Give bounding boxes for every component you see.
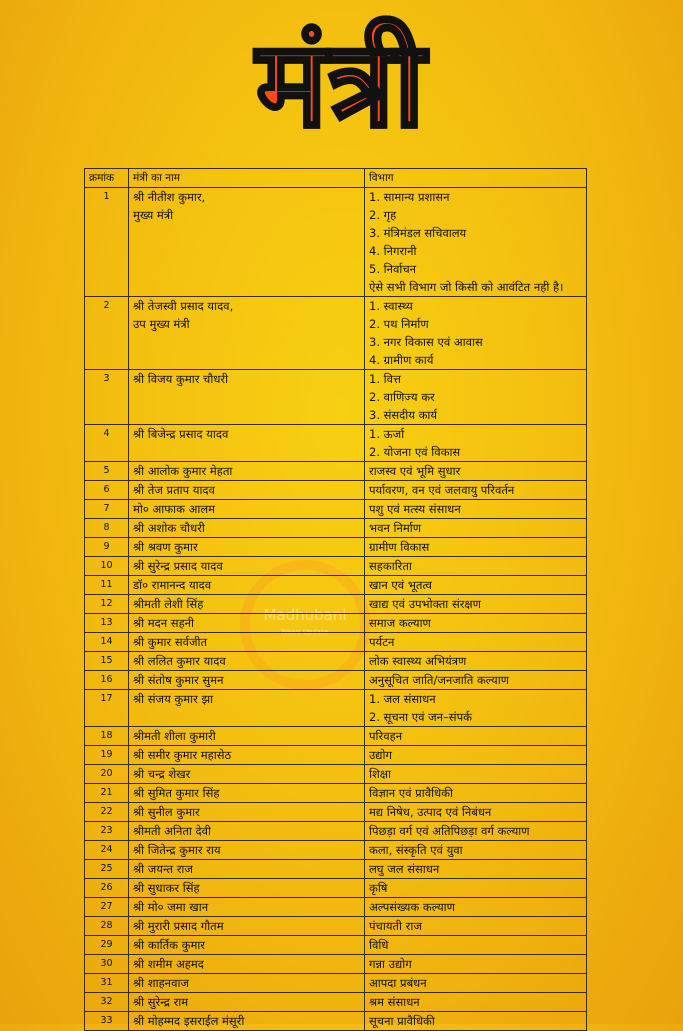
serial-number: 16 [85, 671, 129, 690]
department-item: श्रम संसाधन [369, 995, 420, 1009]
serial-number: 18 [85, 727, 129, 746]
department-cell [365, 633, 587, 652]
minister-name: श्री मो० जमा खान [133, 900, 209, 914]
minister-name-cell [129, 936, 365, 955]
serial-number: 6 [85, 481, 129, 500]
table-row [85, 879, 587, 898]
table-row [85, 576, 587, 595]
minister-name-cell [129, 595, 365, 614]
table-row [85, 898, 587, 917]
minister-name: श्री कार्तिक कुमार [133, 938, 205, 952]
minister-name-cell [129, 519, 365, 538]
serial-number: 25 [85, 860, 129, 879]
minister-name-cell [129, 633, 365, 652]
minister-name-cell [129, 690, 365, 727]
table-row [85, 1012, 587, 1031]
department-item: 5. निर्वाचन [369, 262, 417, 276]
minister-name-cell [129, 765, 365, 784]
page-title: मंत्री [256, 15, 427, 153]
minister-name-cell [129, 860, 365, 879]
minister-name: श्री जितेन्द्र कुमार राय [133, 843, 221, 857]
serial-number: 22 [85, 803, 129, 822]
minister-name-cell [129, 917, 365, 936]
table-row [85, 538, 587, 557]
table-row [85, 727, 587, 746]
table-row [85, 595, 587, 614]
ministers-table [84, 168, 587, 1031]
department-item: लोक स्वास्थ्य अभियंत्रण [369, 654, 467, 668]
department-cell [365, 652, 587, 671]
department-item: ऐसे सभी विभाग जो किसी को आवंटित नही है। [369, 280, 564, 294]
department-item: 1. जल संसाधन [369, 692, 436, 706]
minister-name: श्री सुनील कुमार [133, 805, 200, 819]
department-item: 1. वित्त [369, 372, 401, 386]
department-item: खान एवं भूतत्व [369, 578, 432, 592]
serial-number: 9 [85, 538, 129, 557]
minister-name: श्रीमती शीला कुमारी [133, 729, 216, 743]
minister-name-cell [129, 784, 365, 803]
table-row [85, 297, 587, 370]
department-cell [365, 519, 587, 538]
department-cell [365, 1012, 587, 1031]
department-item: लघु जल संसाधन [369, 862, 440, 876]
minister-name-cell [129, 297, 365, 370]
minister-name-cell [129, 500, 365, 519]
minister-name: श्री आलोक कुमार मेहता [133, 464, 233, 478]
minister-name: श्री संजय कुमार झा [133, 692, 214, 706]
department-item: अनुसूचित जाति/जनजाति कल्याण [369, 673, 510, 687]
department-cell [365, 860, 587, 879]
department-item: उद्योग [369, 748, 392, 762]
minister-name-cell [129, 481, 365, 500]
table-row [85, 462, 587, 481]
minister-name: श्री सुमित कुमार सिंह [133, 786, 220, 800]
serial-number: 10 [85, 557, 129, 576]
minister-name: श्री तेज प्रताप यादव [133, 483, 215, 497]
minister-name: उप मुख्य मंत्री [133, 317, 190, 331]
serial-number: 4 [85, 425, 129, 462]
table-row [85, 860, 587, 879]
minister-name-cell [129, 993, 365, 1012]
department-cell [365, 955, 587, 974]
department-item: 2. वाणिज्य कर [369, 390, 435, 404]
department-item: राजस्व एवं भूमि सुधार [369, 464, 461, 478]
table-row [85, 188, 587, 297]
minister-name-cell [129, 425, 365, 462]
department-cell [365, 784, 587, 803]
table-row [85, 765, 587, 784]
department-cell [365, 917, 587, 936]
minister-name: श्री विजय कुमार चौधरी [133, 372, 229, 386]
department-cell [365, 671, 587, 690]
minister-name: श्री श्रवण कुमार [133, 540, 198, 554]
department-item: 2. पथ निर्माण [369, 317, 429, 331]
serial-number: 17 [85, 690, 129, 727]
serial-number: 31 [85, 974, 129, 993]
department-item: गन्ना उद्योग [369, 957, 412, 971]
department-item: विज्ञान एवं प्रावैधिकी [369, 786, 453, 800]
serial-number: 32 [85, 993, 129, 1012]
minister-name: श्री समीर कुमार महासेठ [133, 748, 232, 762]
minister-name: श्री सुरेन्द्र राम [133, 995, 189, 1009]
table-row [85, 671, 587, 690]
table-row [85, 519, 587, 538]
header-serial: क्रमांक [85, 169, 129, 188]
department-item: कृषि [369, 881, 388, 895]
minister-name: श्री चन्द्र शेखर [133, 767, 191, 781]
department-item: परिवहन [369, 729, 403, 743]
department-cell [365, 765, 587, 784]
table-header-row [85, 169, 587, 188]
department-cell [365, 974, 587, 993]
minister-name-cell [129, 614, 365, 633]
table-row [85, 993, 587, 1012]
table-row [85, 690, 587, 727]
department-item: भवन निर्माण [369, 521, 422, 535]
minister-name-cell [129, 538, 365, 557]
department-cell [365, 425, 587, 462]
department-item: 2. गृह [369, 208, 397, 222]
department-item: पर्यटन [369, 635, 395, 649]
department-item: मद्य निषेध, उत्पाद एवं निबंधन [369, 805, 492, 819]
minister-name-cell [129, 1012, 365, 1031]
table-row [85, 652, 587, 671]
minister-name: डॉ० रामानन्द यादव [133, 578, 212, 592]
table-row [85, 481, 587, 500]
minister-name-cell [129, 671, 365, 690]
minister-name-cell [129, 803, 365, 822]
table-row [85, 822, 587, 841]
serial-number: 20 [85, 765, 129, 784]
serial-number: 30 [85, 955, 129, 974]
table-row [85, 746, 587, 765]
serial-number: 21 [85, 784, 129, 803]
department-cell [365, 727, 587, 746]
serial-number: 15 [85, 652, 129, 671]
department-cell [365, 841, 587, 860]
minister-name: श्री तेजस्वी प्रसाद यादव, [133, 299, 234, 313]
header-department: विभाग [365, 169, 587, 188]
department-item: अल्पसंख्यक कल्याण [369, 900, 455, 914]
department-cell [365, 188, 587, 297]
header-minister-name: मंत्री का नाम [129, 169, 365, 188]
minister-name-cell [129, 898, 365, 917]
department-item: 3. नगर विकास एवं आवास [369, 335, 483, 349]
minister-name: श्री मुरारी प्रसाद गौतम [133, 919, 224, 933]
ministers-table-body [85, 188, 587, 1031]
department-cell [365, 576, 587, 595]
minister-name-cell [129, 652, 365, 671]
minister-name: मुख्य मंत्री [133, 208, 174, 222]
department-cell [365, 297, 587, 370]
table-row [85, 784, 587, 803]
table-row [85, 974, 587, 993]
department-cell [365, 936, 587, 955]
serial-number: 28 [85, 917, 129, 936]
department-item: विधि [369, 938, 389, 952]
department-item: 1. सामान्य प्रशासन [369, 190, 450, 204]
minister-name-cell [129, 576, 365, 595]
table-row [85, 841, 587, 860]
serial-number: 7 [85, 500, 129, 519]
serial-number: 27 [85, 898, 129, 917]
department-item: 1. ऊर्जा [369, 427, 405, 441]
serial-number: 13 [85, 614, 129, 633]
minister-name-cell [129, 462, 365, 481]
table-row [85, 425, 587, 462]
table-row [85, 917, 587, 936]
department-item: पशु एवं मत्स्य संसाधन [369, 502, 461, 516]
department-item: सूचना प्रावैधिकी [369, 1014, 435, 1028]
minister-name: श्री शाहनवाज [133, 976, 189, 990]
table-row [85, 370, 587, 425]
department-cell [365, 879, 587, 898]
minister-name-cell [129, 727, 365, 746]
minister-name-cell [129, 746, 365, 765]
table-row [85, 936, 587, 955]
table-row [85, 803, 587, 822]
minister-name: श्री मदन सहनी [133, 616, 195, 630]
serial-number: 2 [85, 297, 129, 370]
department-cell [365, 822, 587, 841]
minister-name: श्रीमती लेशी सिंह [133, 597, 204, 611]
serial-number: 5 [85, 462, 129, 481]
minister-name: श्री जयन्त राज [133, 862, 193, 876]
table-row [85, 633, 587, 652]
minister-name-cell [129, 370, 365, 425]
department-item: समाज कल्याण [369, 616, 431, 630]
minister-name-cell [129, 822, 365, 841]
department-item: 3. मंत्रिमंडल सचिवालय [369, 226, 467, 240]
department-cell [365, 557, 587, 576]
department-item: सहकारिता [369, 559, 412, 573]
department-item: 2. सूचना एवं जन–संपर्क [369, 710, 472, 724]
minister-name-cell [129, 974, 365, 993]
minister-name-cell [129, 188, 365, 297]
serial-number: 3 [85, 370, 129, 425]
department-cell [365, 746, 587, 765]
serial-number: 26 [85, 879, 129, 898]
serial-number: 8 [85, 519, 129, 538]
minister-name: श्री बिजेन्द्र प्रसाद यादव [133, 427, 229, 441]
serial-number: 19 [85, 746, 129, 765]
department-item: 3. संसदीय कार्य [369, 408, 438, 422]
minister-name: श्री नीतीश कुमार, [133, 190, 206, 204]
department-cell [365, 690, 587, 727]
department-item: पर्यावरण, वन एवं जलवायु परिवर्तन [369, 483, 515, 497]
minister-name: श्री शमीम अहमद [133, 957, 204, 971]
minister-name: श्री संतोष कुमार सुमन [133, 673, 224, 687]
department-item: ग्रामीण विकास [369, 540, 430, 554]
department-cell [365, 481, 587, 500]
minister-name-cell [129, 557, 365, 576]
department-item: 1. स्वास्थ्य [369, 299, 413, 313]
minister-name-cell [129, 955, 365, 974]
department-item: पंचायती राज [369, 919, 422, 933]
table-row [85, 955, 587, 974]
department-cell [365, 993, 587, 1012]
minister-name: श्रीमती अनिता देवी [133, 824, 212, 838]
department-cell [365, 898, 587, 917]
department-cell [365, 614, 587, 633]
serial-number: 24 [85, 841, 129, 860]
serial-number: 11 [85, 576, 129, 595]
minister-name: श्री सुरेन्द्र प्रसाद यादव [133, 559, 223, 573]
minister-name: मो० आफाक आलम [133, 502, 216, 516]
table-row [85, 557, 587, 576]
serial-number: 33 [85, 1012, 129, 1031]
department-cell [365, 803, 587, 822]
table-row [85, 500, 587, 519]
minister-name-cell [129, 879, 365, 898]
serial-number: 29 [85, 936, 129, 955]
serial-number: 23 [85, 822, 129, 841]
minister-name: श्री कुमार सर्वजीत [133, 635, 208, 649]
minister-name-cell [129, 841, 365, 860]
minister-name: श्री ललित कुमार यादव [133, 654, 226, 668]
minister-name: श्री सुधाकर सिंह [133, 881, 200, 895]
department-item: आपदा प्रबंधन [369, 976, 427, 990]
watermark-tagline: News Update [281, 628, 329, 636]
department-item: 4. ग्रामीण कार्य [369, 353, 434, 367]
department-item: 2. योजना एवं विकास [369, 445, 461, 459]
serial-number: 12 [85, 595, 129, 614]
department-cell [365, 538, 587, 557]
department-cell [365, 595, 587, 614]
department-item: खाद्य एवं उपभोक्ता संरक्षण [369, 597, 481, 611]
minister-name: श्री अशोक चौधरी [133, 521, 205, 535]
table-row [85, 614, 587, 633]
department-item: पिछड़ा वर्ग एवं अतिपिछड़ा वर्ग कल्याण [369, 824, 530, 838]
serial-number: 14 [85, 633, 129, 652]
department-item: शिक्षा [369, 767, 392, 781]
minister-name: श्री मोहम्मद इसराईल मंसूरी [133, 1014, 245, 1028]
department-cell [365, 462, 587, 481]
watermark-name: Madhubani [263, 606, 347, 624]
department-item: कला, संस्कृति एवं युवा [369, 843, 463, 857]
department-item: 4. निगरानी [369, 244, 417, 258]
serial-number: 1 [85, 188, 129, 297]
department-cell [365, 500, 587, 519]
department-cell [365, 370, 587, 425]
